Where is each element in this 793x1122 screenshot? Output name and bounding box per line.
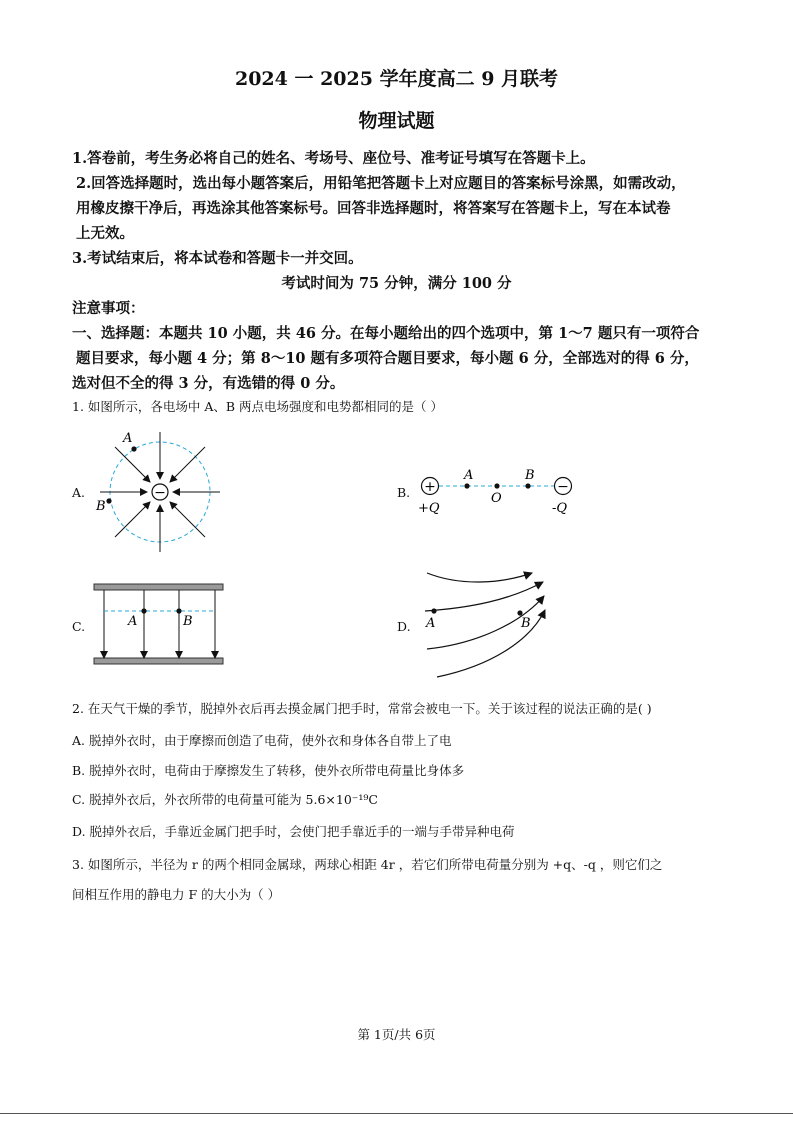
figure-c-parallel-plates: [90, 581, 230, 671]
instruction-line-5: 3.考试结束后，将本试卷和答题卡一并交回。: [72, 250, 363, 267]
section1-line-3: 选对但不全的得 3 分，有选错的得 0 分。: [72, 375, 345, 392]
q1-option-d-label: D.: [397, 619, 411, 634]
point-b-dot: [525, 483, 530, 488]
instruction-line-3: 用橡皮擦干净后，再选涂其他答案标号。回答非选择题时，将答案写在答题卡上，写在本试卷: [76, 200, 671, 217]
subject-title: 物理试题: [358, 110, 435, 132]
minus-q-label: -Q: [552, 501, 568, 516]
exam-info: 考试时间为 75 分钟，满分 100 分: [281, 275, 512, 292]
plus-q-label: +Q: [418, 501, 440, 516]
point-a-label: A: [128, 614, 138, 629]
instruction-line-2: 2.回答选择题时，选出每小题答案后，用铅笔把答题卡上对应题目的答案标号涂黑，如需改动，: [76, 175, 686, 192]
point-b-label: B: [521, 616, 531, 631]
q2-option-c: C. 脱掉外衣后，外衣所带的电荷量可能为 5.6×10⁻¹⁹C: [72, 792, 378, 807]
point-b-label: B: [96, 499, 106, 514]
point-b-label: B: [183, 614, 193, 629]
page-footer: 第 1页/共 6页: [357, 1027, 436, 1042]
point-a-dot: [431, 608, 436, 613]
section1-line-2: 题目要求，每小题 4 分；第 8～10 题有多项符合题目要求，每小题 6 分，全部选对的得 6 分，: [76, 350, 699, 367]
q1-option-a-label: A.: [72, 485, 86, 500]
figure-a-negative-charge-field: [90, 428, 240, 568]
bottom-plate: [94, 658, 223, 664]
figure-b-dipole: [415, 465, 600, 525]
q2-option-d: D. 脱掉外衣后，手靠近金属门把手时，会使门把手靠近手的一端与手带异种电荷: [72, 824, 515, 839]
point-a-dot: [131, 446, 136, 451]
point-b-dot: [517, 610, 522, 615]
instruction-line-1: 1.答卷前，考生务必将自己的姓名、考场号、座位号、准考证号填写在答题卡上。: [72, 150, 595, 167]
point-a-label: A: [464, 468, 474, 483]
negative-sign: −: [557, 479, 569, 495]
instruction-line-4: 上无效。: [76, 225, 134, 242]
q1-stem: 1. 如图所示，各电场中 A、B 两点电场强度和电势都相同的是（ ）: [72, 399, 444, 414]
positive-sign: +: [424, 479, 436, 495]
q3-line-2: 间相互作用的静电力 F 的大小为（ ）: [72, 887, 281, 902]
section1-line-1: 一、选择题：本题共 10 小题，共 46 分。在每小题给出的四个选项中，第 1～7 题只有一项符合: [72, 325, 700, 342]
negative-sign: −: [154, 485, 166, 501]
notice-title: 注意事项：: [72, 300, 145, 317]
exam-title: 2024 一 2025 学年度高二 9 月联考: [234, 68, 559, 90]
point-a-label: A: [426, 616, 436, 631]
point-a-label: A: [123, 431, 133, 446]
point-b-label: B: [525, 468, 535, 483]
q2-stem: 2. 在天气干燥的季节，脱掉外衣后再去摸金属门把手时，常常会被电一下。关于该过程的说法正确的是( ): [72, 701, 652, 716]
point-b-dot: [176, 608, 181, 613]
point-a-dot: [464, 483, 469, 488]
q3-line-1: 3. 如图所示，半径为 r 的两个相同金属球，两球心相距 4r ，若它们所带电荷量分别为 +q、-q ，则它们之: [72, 857, 663, 872]
point-o-dot: [494, 483, 499, 488]
q2-option-b: B. 脱掉外衣时，电荷由于摩擦发生了转移，使外衣所带电荷量比身体多: [72, 763, 465, 778]
point-a-dot: [141, 608, 146, 613]
q2-option-a: A. 脱掉外衣时，由于摩擦而创造了电荷，使外衣和身体各自带上了电: [72, 733, 452, 748]
point-o-label: O: [491, 491, 502, 506]
q1-option-b-label: B.: [397, 485, 411, 500]
q1-option-c-label: C.: [72, 619, 86, 634]
bottom-divider: [0, 1113, 793, 1114]
figure-d-curved-field: [415, 566, 565, 681]
point-b-dot: [106, 498, 111, 503]
top-plate: [94, 584, 223, 590]
